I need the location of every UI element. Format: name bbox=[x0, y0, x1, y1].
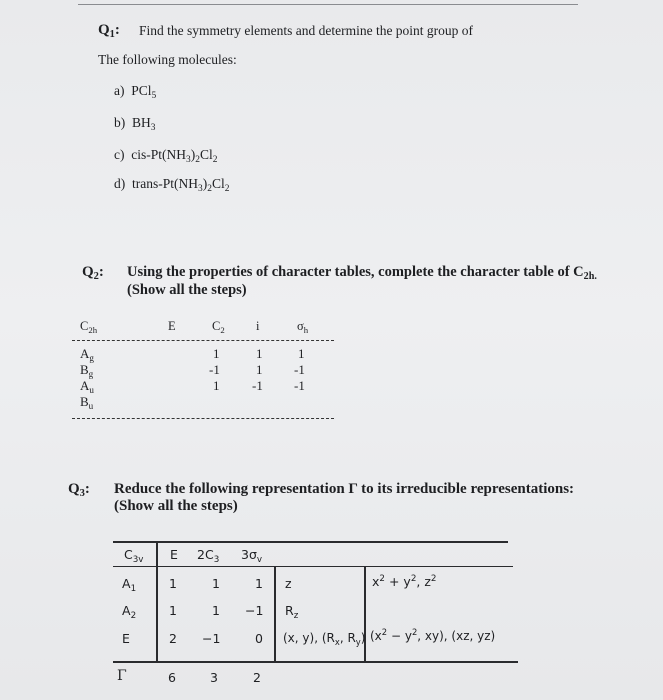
q2-prompt-line2: (Show all the steps) bbox=[127, 282, 247, 298]
c3v-header-rule bbox=[113, 566, 513, 567]
q1-item-c: c) cis-$Pt(NH_3)_2Cl_2$ bbox=[114, 147, 218, 165]
q1-prompt-line2: The following molecules: bbox=[98, 52, 237, 67]
c3v-char: −1 bbox=[245, 603, 264, 618]
c3v-char: 0 bbox=[255, 631, 263, 646]
q1-item-d: d) trans-$Pt(NH_3)_2Cl_2$ bbox=[114, 176, 230, 194]
c2h-bottom-rule bbox=[72, 418, 334, 419]
gamma-value: 6 bbox=[168, 670, 176, 685]
c2h-cell: -1 bbox=[209, 362, 220, 377]
c3v-char: 1 bbox=[255, 576, 263, 591]
q1-prompt: Find the symmetry elements and determine the point group of bbox=[139, 23, 474, 38]
q2-label: $Q_2$: bbox=[82, 264, 104, 282]
c3v-linear: (x, y), ($R_x$, $R_y$) bbox=[283, 631, 366, 647]
c2h-row-label-Au: $A_u$ bbox=[80, 378, 94, 395]
c2h-cell: -1 bbox=[294, 378, 305, 393]
c3v-bottom-rule bbox=[113, 661, 518, 663]
c3v-quadratic: ($x^2 - y^2$, xy), (xz, yz) bbox=[370, 627, 496, 643]
c3v-linear: $R_z$ bbox=[285, 603, 299, 621]
c2h-row-label-Bu: $B_u$ bbox=[80, 394, 94, 411]
q1-item-b: b) $BH_3$ bbox=[114, 115, 156, 133]
c3v-quadratic: $x^2 + y^2$, $z^2$ bbox=[372, 574, 437, 589]
gamma-label: Γ bbox=[117, 668, 127, 684]
c3v-col-divider bbox=[274, 567, 276, 661]
q2-prompt: Using the properties of character tables, complete the character table of $C_{2h.}$ bbox=[127, 264, 597, 282]
c2h-cell: 1 bbox=[298, 346, 305, 361]
c2h-cell: 1 bbox=[256, 362, 263, 377]
q3-prompt: Reduce the following representation Γ to its irreducible representations: bbox=[114, 481, 575, 497]
c3v-char: 2 bbox=[169, 631, 177, 646]
c3v-row-label-A1: $A_1$ bbox=[122, 576, 137, 594]
c3v-linear: z bbox=[285, 576, 292, 591]
q1-item-a: a) PCl$_5$ bbox=[114, 83, 157, 101]
q3-label: $Q_3$: bbox=[68, 481, 90, 499]
c2h-cell: 1 bbox=[256, 346, 263, 361]
c3v-char: −1 bbox=[202, 631, 221, 646]
c2h-row-label-Ag: $A_g$ bbox=[80, 346, 94, 363]
c2h-cell: 1 bbox=[213, 378, 220, 393]
c3v-col-divider bbox=[364, 567, 366, 661]
c3v-char: 1 bbox=[212, 603, 220, 618]
c3v-header-2C3: $2C_3$ bbox=[197, 547, 220, 565]
c2h-cell: -1 bbox=[294, 362, 305, 377]
c3v-group-label: $C_{3v}$ bbox=[124, 547, 144, 565]
c2h-top-rule bbox=[72, 340, 334, 341]
c2h-cell: -1 bbox=[252, 378, 263, 393]
c3v-top-rule bbox=[113, 541, 508, 543]
c3v-char: 1 bbox=[212, 576, 220, 591]
c2h-header-i: i bbox=[256, 319, 260, 333]
c3v-char: 1 bbox=[169, 576, 177, 591]
c2h-group-label: $C_{2h}$ bbox=[80, 319, 98, 335]
c3v-char: 1 bbox=[169, 603, 177, 618]
c3v-header-3sigma-v: $3\sigma_v$ bbox=[241, 547, 263, 565]
c2h-header-sigma-h: $\sigma_h$ bbox=[297, 319, 309, 335]
c3v-row-label-E: E bbox=[122, 631, 130, 646]
gamma-value: 2 bbox=[253, 670, 261, 685]
gamma-value: 3 bbox=[210, 670, 218, 685]
c2h-header-C2: $C_2$ bbox=[212, 319, 225, 335]
c3v-header-E: E bbox=[170, 547, 178, 562]
c2h-row-label-Bg: $B_g$ bbox=[80, 362, 94, 379]
c2h-cell: 1 bbox=[213, 346, 220, 361]
top-rule bbox=[78, 4, 578, 5]
q3-prompt-line2: (Show all the steps) bbox=[114, 498, 238, 514]
c2h-header-E: E bbox=[168, 319, 176, 333]
q1-label: $Q_1$: bbox=[98, 22, 120, 40]
c3v-row-label-A2: $A_2$ bbox=[122, 603, 137, 621]
c3v-col-divider bbox=[156, 543, 158, 661]
